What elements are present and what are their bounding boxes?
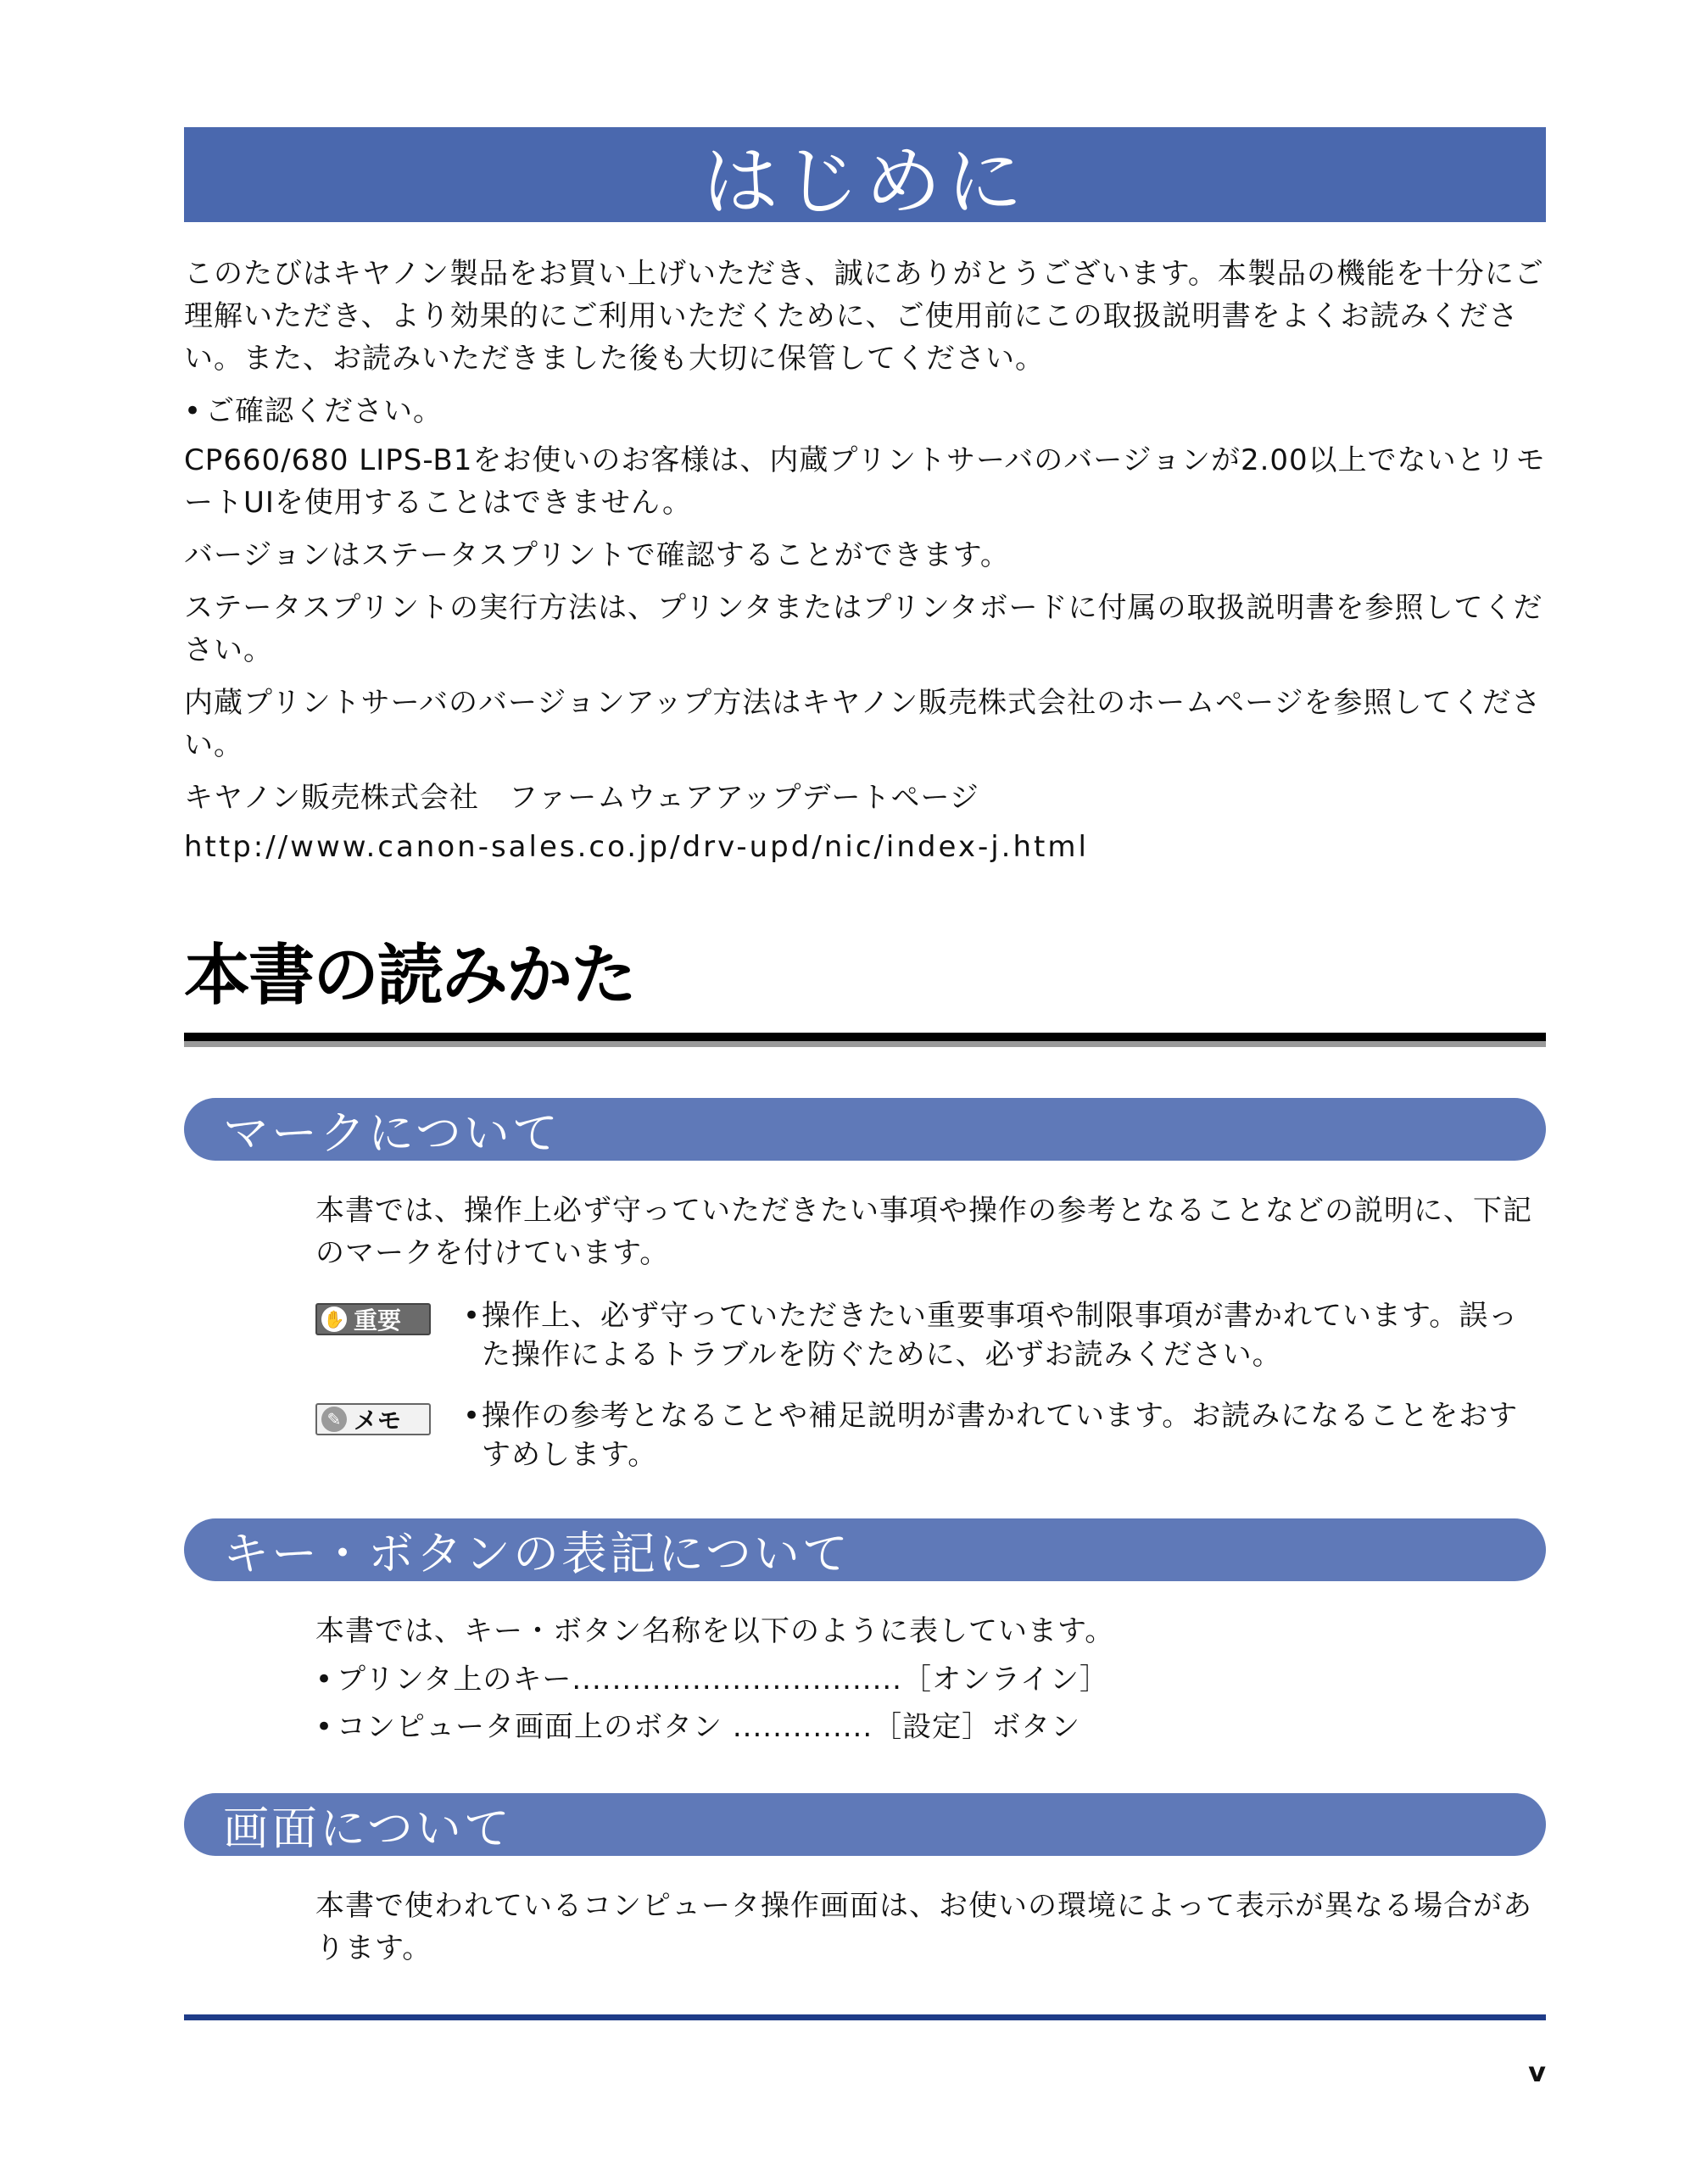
marks-section-body xyxy=(315,1190,1546,1474)
important-mark-row xyxy=(315,1296,1546,1374)
important-description xyxy=(463,1296,1546,1374)
how-to-read-heading: 本書の読みかた xyxy=(184,938,636,1014)
intro-body xyxy=(184,253,1546,868)
upgrade-method-paragraph: 内蔵プリントサーバのバージョンアップ方法はキヤノン販売株式会社のホームページを参照してください。 xyxy=(184,686,1542,762)
memo-text: • 操作の参考となることや補足説明が書かれています。お読みになることをおすすめします。 xyxy=(463,1396,1546,1474)
intro-paragraph: このたびはキヤノン製品をお買い上げいただき、誠にありがとうございます。本製品の機能を十分にご理解いただき、より効果的にご利用いただくために、ご使用前にこの取扱説明書をよくお読みください。また、お読みいただきました後も大切に保管してください。 xyxy=(184,257,1544,376)
important-badge xyxy=(315,1303,431,1335)
footer-rule xyxy=(184,2014,1546,2020)
computer-button-example: • コンピュータ画面上のボタン ..............［設定］ボタン xyxy=(315,1703,1546,1751)
marks-intro: 本書では、操作上必ず守っていただきたい事項や操作の参考となることなどの説明に、下記のマークを付けています。 xyxy=(315,1194,1532,1270)
section-heading-keys: キー・ボタンの表記について xyxy=(184,1518,1546,1581)
printer-key-example: • プリンタ上のキー.................................［オンライン］ xyxy=(315,1656,1546,1703)
screens-section-body xyxy=(315,1885,1546,1970)
keys-intro: 本書では、キー・ボタン名称を以下のように表しています。 xyxy=(315,1614,1115,1648)
section-heading-screens: 画面について xyxy=(184,1793,1546,1856)
important-text: • 操作上、必ず守っていただきたい重要事項や制限事項が書かれています。誤った操作によるトラブルを防ぐために、必ずお読みください。 xyxy=(463,1296,1546,1374)
memo-badge-label: メモ xyxy=(354,1407,402,1435)
hand-stop-icon: ✋ xyxy=(321,1306,347,1332)
memo-mark-row xyxy=(315,1396,1546,1474)
confirm-bullet: • ご確認ください。 xyxy=(184,390,1546,432)
firmware-url-link[interactable]: http://www.canon-sales.co.jp/drv-upd/nic/index-j.html xyxy=(184,830,1089,864)
heading-rule-shadow xyxy=(184,1041,1546,1047)
pencil-icon: ✎ xyxy=(321,1407,347,1432)
status-print-method-paragraph: ステータスプリントの実行方法は、プリンタまたはプリンタボードに付属の取扱説明書を参照してください。 xyxy=(184,591,1543,667)
version-requirement-paragraph: CP660/680 LIPS-B1をお使いのお客様は、内蔵プリントサーバのバージョンが2.00以上でないとリモートUIを使用することはできません。 xyxy=(184,443,1546,520)
memo-badge xyxy=(315,1403,431,1435)
page-content xyxy=(184,127,1546,1980)
section-heading-marks: マークについて xyxy=(184,1098,1546,1161)
heading-rule xyxy=(184,1033,1546,1041)
intro-title-banner: はじめに xyxy=(184,127,1546,222)
firmware-page-title: キヤノン販売株式会社 ファームウェアアップデートページ xyxy=(184,781,979,815)
memo-description xyxy=(463,1396,1546,1474)
important-badge-label: 重要 xyxy=(354,1306,402,1334)
page-number: v xyxy=(1528,2056,1546,2088)
status-print-paragraph: バージョンはステータスプリントで確認することができます。 xyxy=(184,538,1010,572)
screens-text: 本書で使われているコンピュータ操作画面は、お使いの環境によって表示が異なる場合があります。 xyxy=(315,1889,1532,1965)
keys-section-body xyxy=(315,1610,1546,1751)
